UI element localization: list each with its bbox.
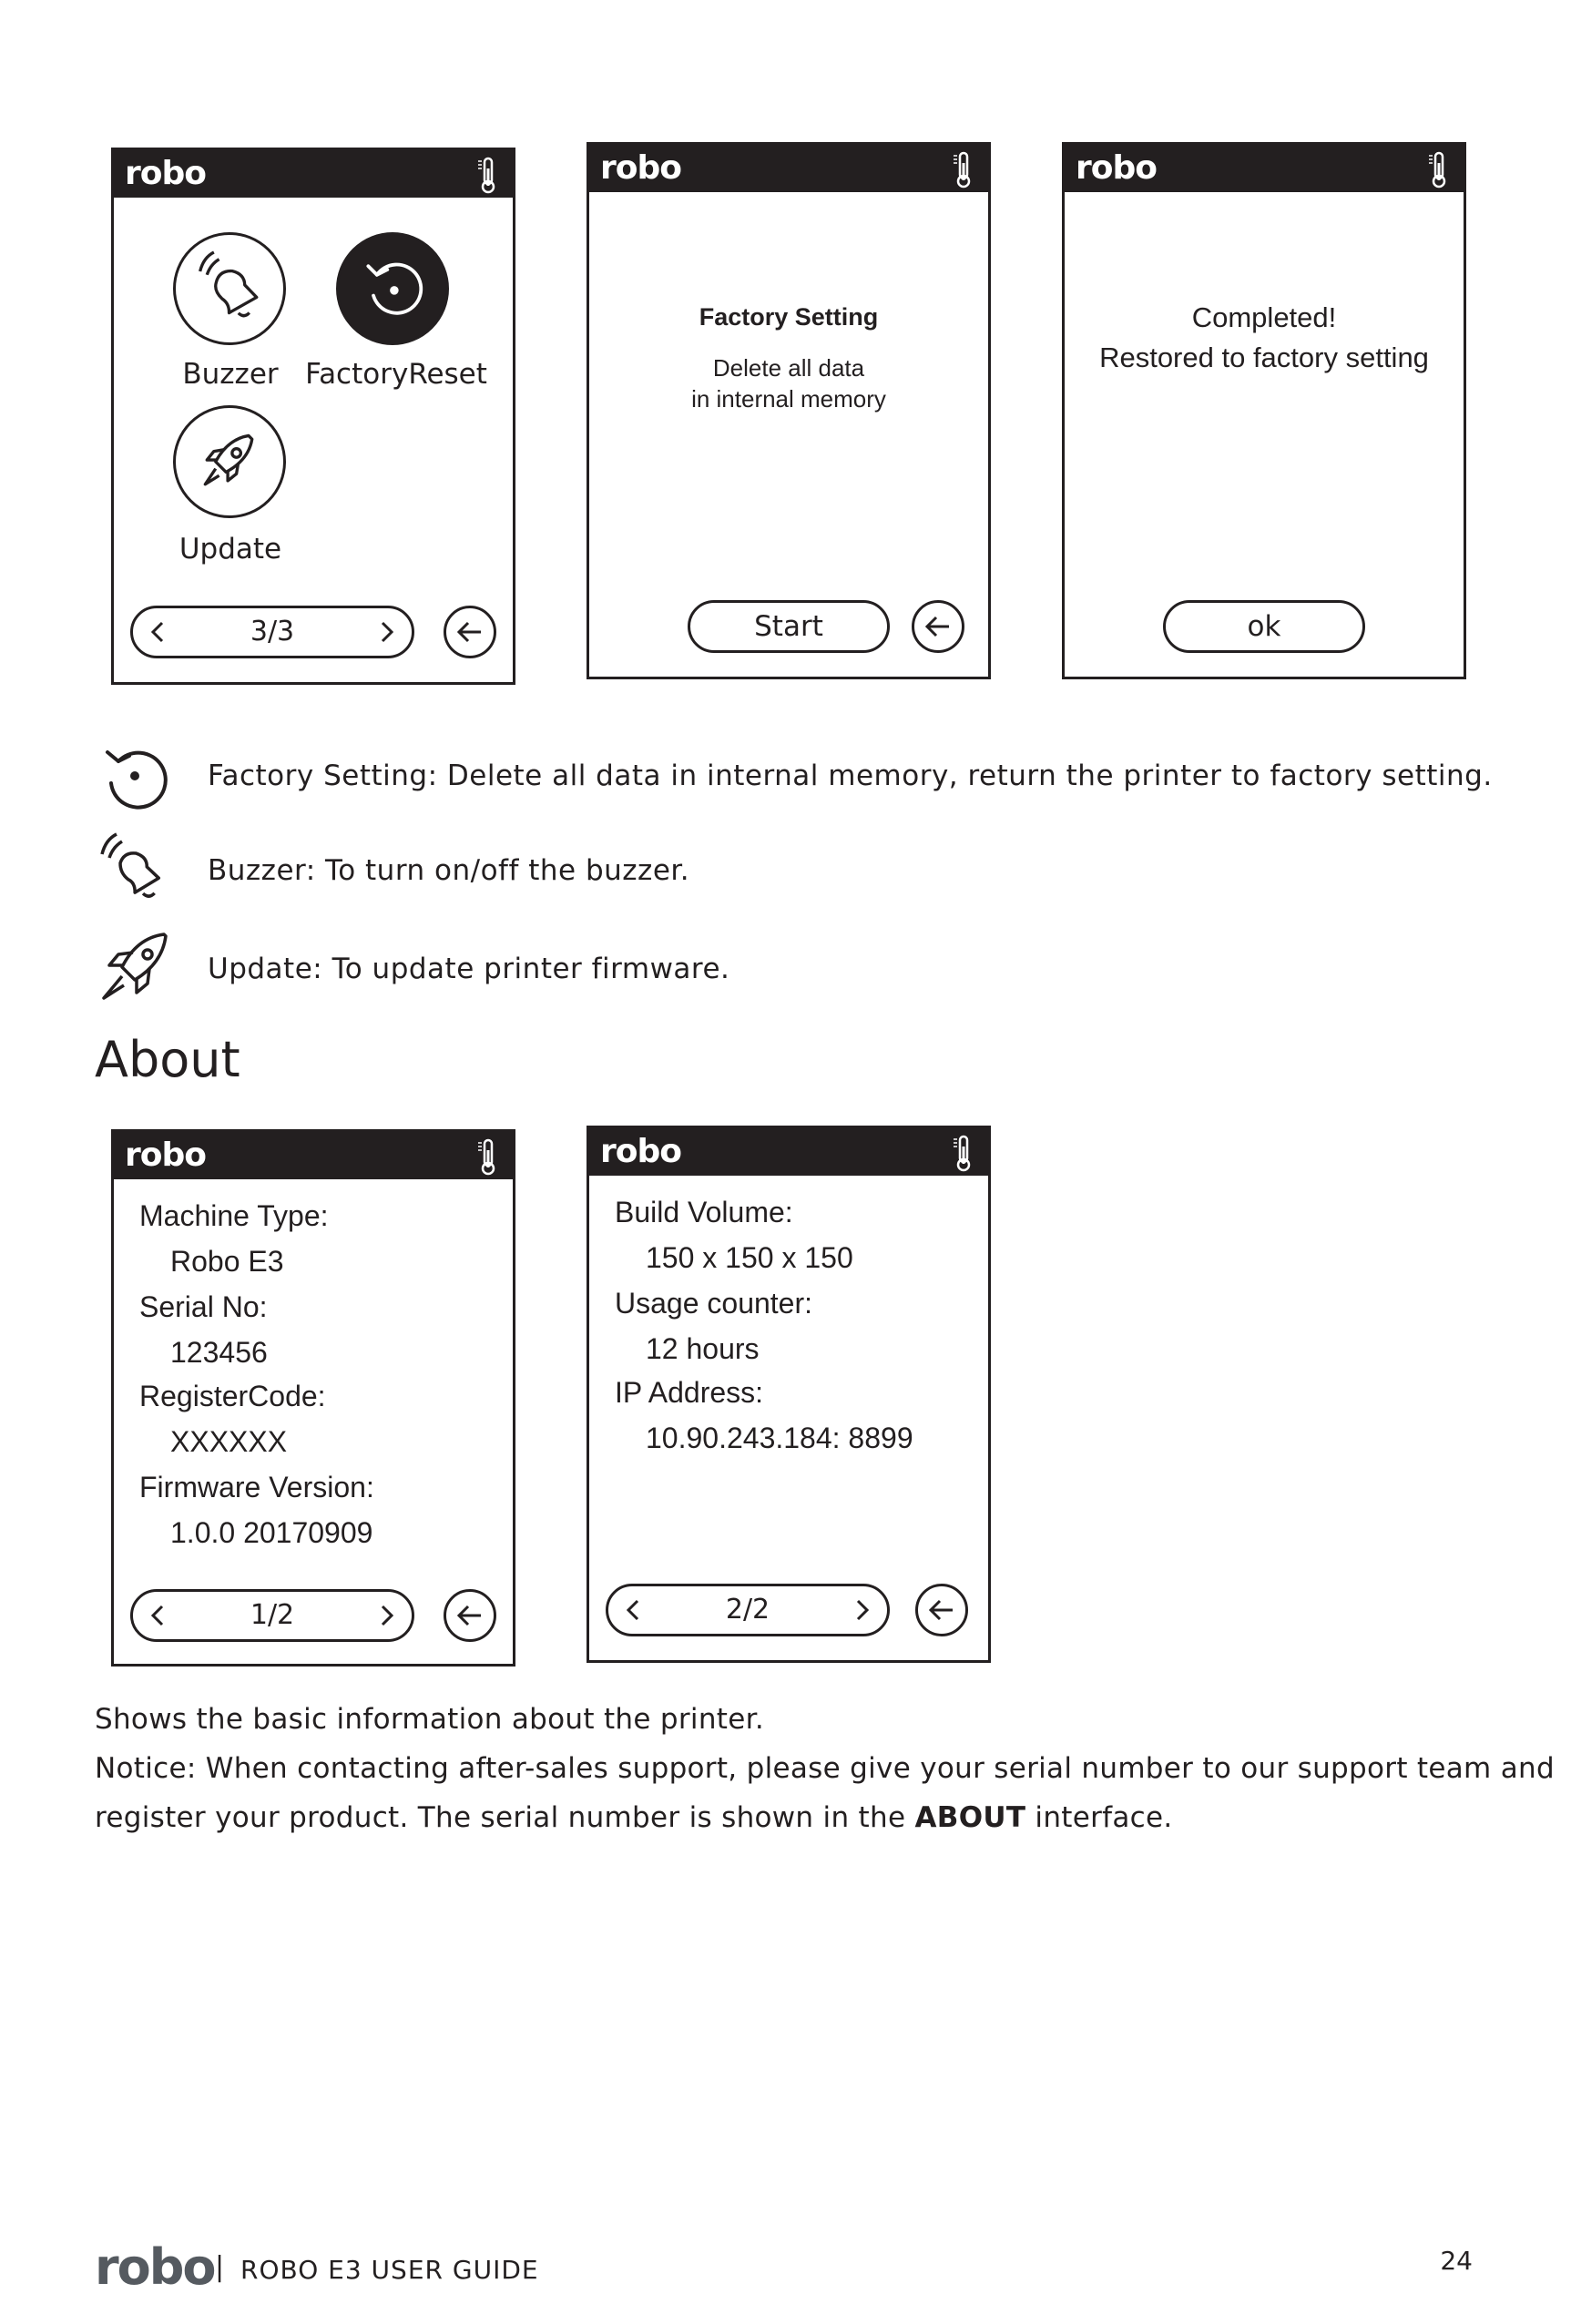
update-label: Update [179, 533, 282, 566]
thermometer-icon [1427, 150, 1451, 189]
machine-type-label: Machine Type: [139, 1199, 329, 1232]
thermometer-icon [476, 156, 500, 194]
page-navigator [606, 1584, 890, 1636]
factory-reset-button[interactable] [336, 232, 449, 345]
back-button[interactable] [444, 1589, 496, 1642]
firmware-version-label: Firmware Version: [139, 1471, 374, 1503]
page-indicator: 3/3 [250, 616, 295, 647]
robo-logo: robo [600, 149, 681, 187]
about-keyword: ABOUT [914, 1801, 1026, 1834]
build-volume-value: 150 x 150 x 150 [646, 1241, 853, 1274]
bell-icon [95, 831, 171, 907]
serial-no-label: Serial No: [139, 1290, 268, 1323]
usage-counter-label: Usage counter: [615, 1287, 813, 1320]
serial-no-value: 123456 [170, 1336, 268, 1369]
usage-counter-value: 12 hours [646, 1332, 760, 1365]
notice-line2 [95, 1801, 1173, 1834]
register-code-label: RegisterCode: [139, 1380, 326, 1412]
about-screen-page2 [587, 1126, 991, 1663]
buzzer-button[interactable] [173, 232, 286, 345]
footer-robo-logo: robo [95, 2238, 215, 2296]
dialog-message-line2: in internal memory [691, 385, 886, 413]
reset-icon [339, 235, 446, 342]
page-navigator [130, 606, 414, 658]
bell-icon [176, 235, 283, 342]
factory-setting-screen [587, 142, 991, 679]
reset-icon [95, 736, 171, 812]
thermometer-icon [952, 1134, 975, 1172]
next-page-button[interactable] [368, 608, 404, 656]
chevron-right-icon [843, 1586, 880, 1634]
back-button[interactable] [444, 606, 496, 658]
screen-header [1065, 145, 1464, 192]
screen-header [114, 150, 513, 198]
update-button[interactable] [173, 405, 286, 518]
notice-line2-end: interface. [1025, 1801, 1173, 1834]
ip-address-label: IP Address: [615, 1376, 764, 1409]
back-arrow-icon [914, 603, 962, 650]
chevron-right-icon [368, 1592, 404, 1639]
back-arrow-icon [918, 1586, 965, 1634]
robo-logo: robo [600, 1133, 681, 1170]
rocket-icon [176, 408, 283, 515]
footer-separator: | [215, 2251, 225, 2283]
completed-title: Completed! [1191, 301, 1337, 333]
back-arrow-icon [446, 608, 494, 656]
screen-header [114, 1132, 513, 1179]
robo-logo: robo [1076, 149, 1157, 187]
chevron-right-icon [368, 608, 404, 656]
start-button[interactable]: Start [688, 600, 890, 653]
rocket-icon [95, 929, 171, 1005]
back-arrow-icon [446, 1592, 494, 1639]
about-description: Shows the basic information about the printer. [95, 1703, 764, 1736]
legend-update: Update: To update printer firmware. [208, 953, 730, 985]
screen-header [589, 145, 988, 192]
legend-buzzer: Buzzer: To turn on/off the buzzer. [208, 854, 690, 887]
reset-completed-screen [1062, 142, 1466, 679]
machine-type-value: Robo E3 [170, 1245, 284, 1278]
about-screen-page1 [111, 1129, 515, 1667]
thermometer-icon [952, 150, 975, 189]
thermometer-icon [476, 1137, 500, 1176]
settings-menu-screen [111, 148, 515, 685]
footer-guide-title: ROBO E3 USER GUIDE [240, 2255, 539, 2285]
page-indicator: 2/2 [725, 1594, 770, 1626]
back-button[interactable] [912, 600, 964, 653]
completed-message: Restored to factory setting [1099, 341, 1429, 373]
page-indicator: 1/2 [250, 1599, 295, 1631]
dialog-message-line1: Delete all data [712, 354, 865, 382]
robo-logo: robo [125, 155, 206, 192]
dialog-title: Factory Setting [699, 303, 879, 331]
screen-header [589, 1128, 988, 1176]
page-number: 24 [1440, 2246, 1473, 2276]
page-navigator [130, 1589, 414, 1642]
register-code-value: XXXXXX [170, 1425, 288, 1458]
ip-address-value: 10.90.243.184: 8899 [646, 1422, 913, 1454]
next-page-button[interactable] [843, 1586, 880, 1634]
firmware-version-value: 1.0.0 20170909 [170, 1516, 373, 1549]
robo-logo: robo [125, 1137, 206, 1174]
notice-line2-start: register your product. The serial number is shown in the [95, 1801, 915, 1834]
about-heading: About [95, 1031, 240, 1088]
back-button[interactable] [915, 1584, 968, 1636]
buzzer-label: Buzzer [182, 358, 279, 391]
ok-button[interactable]: ok [1163, 600, 1365, 653]
build-volume-label: Build Volume: [615, 1196, 793, 1228]
next-page-button[interactable] [368, 1592, 404, 1639]
notice-line1: Notice: When contacting after-sales support, please give your serial number to our support team and [95, 1752, 1555, 1785]
legend-factory-setting: Factory Setting: Delete all data in internal memory, return the printer to factory setting. [208, 759, 1493, 792]
factory-reset-label: FactoryReset [305, 358, 487, 391]
